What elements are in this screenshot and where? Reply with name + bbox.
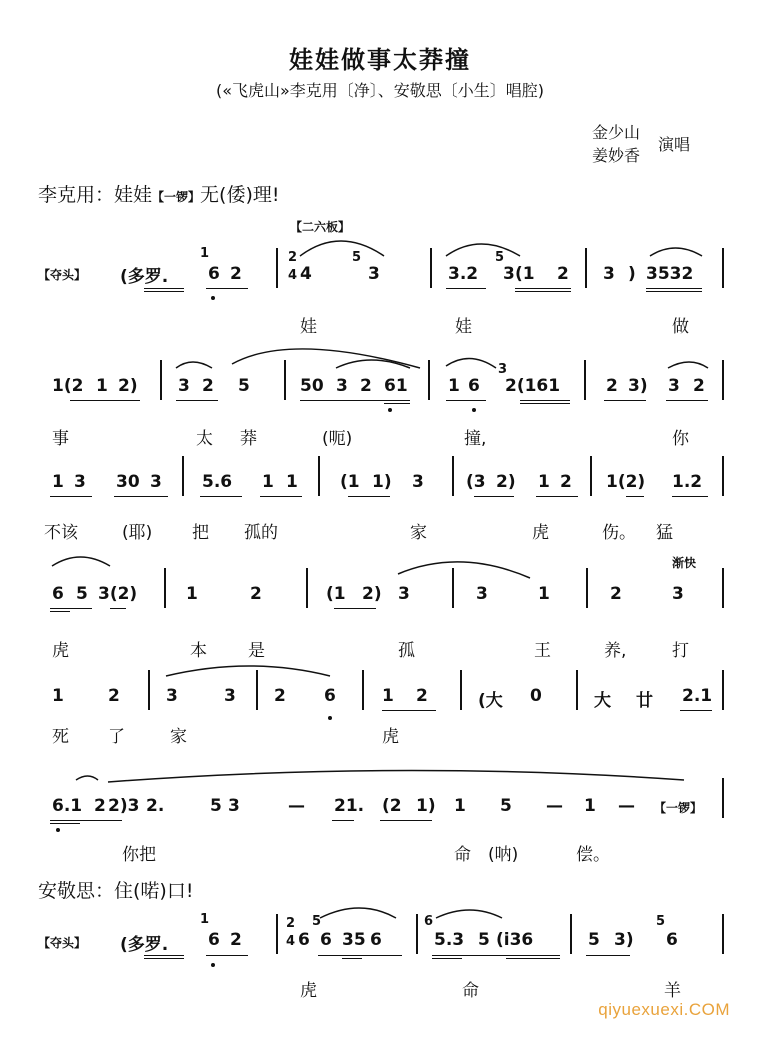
- slur: [668, 362, 708, 368]
- note: 4: [300, 264, 312, 284]
- note: 5: [210, 796, 222, 816]
- watermark: qiyuexuexi.COM: [598, 1000, 730, 1019]
- lyric: 太: [196, 429, 213, 449]
- note: —: [288, 796, 305, 816]
- lyric: 把: [192, 523, 209, 543]
- slur: [320, 908, 396, 918]
- note: 2: [230, 264, 242, 284]
- slur: [436, 910, 502, 918]
- note: 30: [116, 472, 140, 492]
- lyric: 虎: [532, 523, 549, 543]
- slur: [166, 666, 330, 676]
- lyric: 王: [534, 641, 551, 661]
- singer-2: 姜妙香: [592, 146, 641, 165]
- slur-group: [52, 241, 708, 918]
- note: 3: [166, 686, 178, 706]
- subtitle: («飞虎山»李克用〔净〕、安敬思〔小生〕唱腔): [215, 81, 545, 100]
- note: 6: [208, 264, 220, 284]
- note: (3: [466, 472, 486, 492]
- time-num-2: 2: [286, 916, 296, 931]
- note: 1: [538, 584, 550, 604]
- note: 1: [186, 584, 198, 604]
- note: (1: [515, 264, 535, 284]
- note: 2: [606, 376, 618, 396]
- note: (2: [382, 796, 402, 816]
- note: 5: [588, 930, 600, 950]
- lyric: 事: [52, 429, 69, 449]
- duoluo-1: (多罗.: [120, 267, 169, 287]
- note: (1: [326, 584, 346, 604]
- note: 2: [274, 686, 286, 706]
- note: 1): [416, 796, 436, 816]
- note: 3): [628, 376, 648, 396]
- note: 3: [412, 472, 424, 492]
- slur: [300, 241, 384, 256]
- note: 2): [496, 472, 516, 492]
- tempo-mark: 渐快: [672, 556, 697, 570]
- lyric: 了: [108, 727, 125, 747]
- note: 3: [228, 796, 240, 816]
- note: ): [628, 264, 636, 284]
- time-num: 2: [288, 250, 298, 265]
- lyric: 娃: [300, 317, 317, 337]
- spoken-1-gong: 【一锣】: [152, 190, 201, 204]
- note: 5.3: [434, 930, 465, 950]
- note: 6: [468, 376, 480, 396]
- note: 2)3: [108, 796, 140, 816]
- note: 3: [503, 264, 515, 284]
- note: 5: [238, 376, 250, 396]
- note: 2: [416, 686, 428, 706]
- note: 3: [74, 472, 86, 492]
- note: 3.2: [448, 264, 479, 284]
- note: 1: [96, 376, 108, 396]
- note: (大: [478, 691, 503, 711]
- note: 3: [476, 584, 488, 604]
- note: 61: [384, 376, 408, 396]
- lyric: 虎: [300, 981, 317, 1001]
- note: 1: [262, 472, 274, 492]
- spoken-1-b: 无(倭)理!: [200, 184, 280, 206]
- lyric: 命: [462, 981, 479, 1001]
- slur: [650, 248, 702, 256]
- note: 3532: [646, 264, 694, 284]
- note: 1: [454, 796, 466, 816]
- spoken-line-2: 安敬思：住(喏)口!: [38, 880, 194, 902]
- page-title: 娃娃做事太莽撞: [289, 46, 471, 74]
- note: 2.: [146, 796, 165, 816]
- grace-1: 1: [200, 246, 210, 261]
- slur: [108, 770, 684, 782]
- note: 5.6: [202, 472, 233, 492]
- note: 2: [108, 686, 120, 706]
- mark-duotou-1: 【夺头】: [38, 268, 87, 282]
- note: 50: [300, 376, 324, 396]
- note: 6: [298, 930, 310, 950]
- note: 3: [336, 376, 348, 396]
- lyric: 撞,: [464, 429, 487, 449]
- lyric: 你把: [122, 845, 156, 865]
- note: 2(161: [505, 376, 561, 396]
- note: 1): [372, 472, 392, 492]
- lyric: 死: [52, 727, 69, 747]
- lyric: 伤。: [602, 523, 636, 543]
- lyric: (呃): [322, 429, 353, 449]
- spoken-1-a: 李克用：娃娃: [38, 184, 153, 206]
- grace: 5: [656, 914, 666, 929]
- lyric: 莽: [240, 429, 257, 449]
- note: 6: [320, 930, 332, 950]
- note: 3: [224, 686, 236, 706]
- note: 6: [208, 930, 220, 950]
- note: 2: [202, 376, 214, 396]
- note: 3: [603, 264, 615, 284]
- note: 1: [538, 472, 550, 492]
- note: (i36: [496, 930, 534, 950]
- lyric: (耶): [122, 523, 153, 543]
- note: —: [546, 796, 563, 816]
- note: 2): [362, 584, 382, 604]
- note: 2: [610, 584, 622, 604]
- slur: [76, 776, 98, 780]
- note: 6: [52, 584, 64, 604]
- note: 35: [342, 930, 366, 950]
- note: 3: [668, 376, 680, 396]
- note: 1(2: [52, 376, 84, 396]
- banshi-label: 【二六板】: [290, 220, 351, 234]
- lyric: 养,: [604, 641, 627, 661]
- note: 1.2: [672, 472, 703, 492]
- note: 2): [118, 376, 138, 396]
- singer-1: 金少山: [592, 123, 641, 142]
- grace: 5: [495, 250, 505, 265]
- mark-yiluo: 【一锣】: [654, 801, 703, 815]
- grace: 6: [424, 914, 434, 929]
- lyric: 不该: [44, 523, 78, 543]
- grace-2: 1: [200, 912, 210, 927]
- note: 3: [150, 472, 162, 492]
- slur: [446, 358, 496, 368]
- lyric: 打: [672, 641, 689, 661]
- lyric: 羊: [664, 981, 681, 1001]
- note: 2: [250, 584, 262, 604]
- note: 1(2): [606, 472, 646, 492]
- lyric: 孤: [398, 641, 415, 661]
- note: 1: [584, 796, 596, 816]
- note: 1: [52, 472, 64, 492]
- note: 2: [230, 930, 242, 950]
- note: 2: [560, 472, 572, 492]
- slur: [446, 244, 520, 256]
- grace: 5: [352, 250, 362, 265]
- lyric: (呐): [488, 845, 519, 865]
- note: 6: [324, 686, 336, 706]
- grace: 3: [498, 362, 508, 377]
- note: 1: [448, 376, 460, 396]
- note: 2: [557, 264, 569, 284]
- note: 6: [370, 930, 382, 950]
- lyric: 做: [672, 317, 689, 337]
- note: 1: [382, 686, 394, 706]
- note: 0: [530, 686, 542, 706]
- note: —: [618, 796, 635, 816]
- note: 1: [52, 686, 64, 706]
- mark-duotou-2: 【夺头】: [38, 936, 87, 950]
- note: 5: [500, 796, 512, 816]
- lyric: 家: [410, 523, 427, 543]
- lyric: 命: [454, 845, 471, 865]
- slur: [52, 557, 110, 566]
- grace: 5: [312, 914, 322, 929]
- note: 3: [368, 264, 380, 284]
- slur: [398, 562, 530, 578]
- lyric: 虎: [52, 641, 69, 661]
- note: 3(2): [98, 584, 138, 604]
- note: 2: [94, 796, 106, 816]
- lyric: 你: [672, 429, 689, 449]
- note: 2: [360, 376, 372, 396]
- singer-role: 演唱: [658, 135, 691, 154]
- note: 6.1: [52, 796, 83, 816]
- note: (1: [340, 472, 360, 492]
- lyric: 孤的: [244, 523, 278, 543]
- note: 21.: [334, 796, 365, 816]
- note: 2.1: [682, 686, 713, 706]
- note: 5: [478, 930, 490, 950]
- lyric: 是: [248, 641, 265, 661]
- note: 廿: [636, 691, 653, 711]
- lyric: 家: [170, 727, 187, 747]
- slur: [176, 362, 212, 368]
- lyric: 偿。: [576, 845, 610, 865]
- duoluo-2: (多罗.: [120, 935, 169, 955]
- lyric: 娃: [455, 317, 472, 337]
- note: 5: [76, 584, 88, 604]
- note: 3): [614, 930, 634, 950]
- lyric: 本: [190, 641, 207, 661]
- slur: [232, 349, 420, 368]
- note: 3: [398, 584, 410, 604]
- note: 大: [594, 691, 611, 711]
- lyric: 猛: [656, 523, 673, 543]
- time-den-2: 4: [286, 934, 296, 949]
- note: 6: [666, 930, 678, 950]
- lyric: 虎: [382, 727, 399, 747]
- slur: [336, 360, 410, 368]
- note: 3: [672, 584, 684, 604]
- time-den: 4: [288, 268, 298, 283]
- note: 3: [178, 376, 190, 396]
- note: 2: [693, 376, 705, 396]
- note: 1: [286, 472, 298, 492]
